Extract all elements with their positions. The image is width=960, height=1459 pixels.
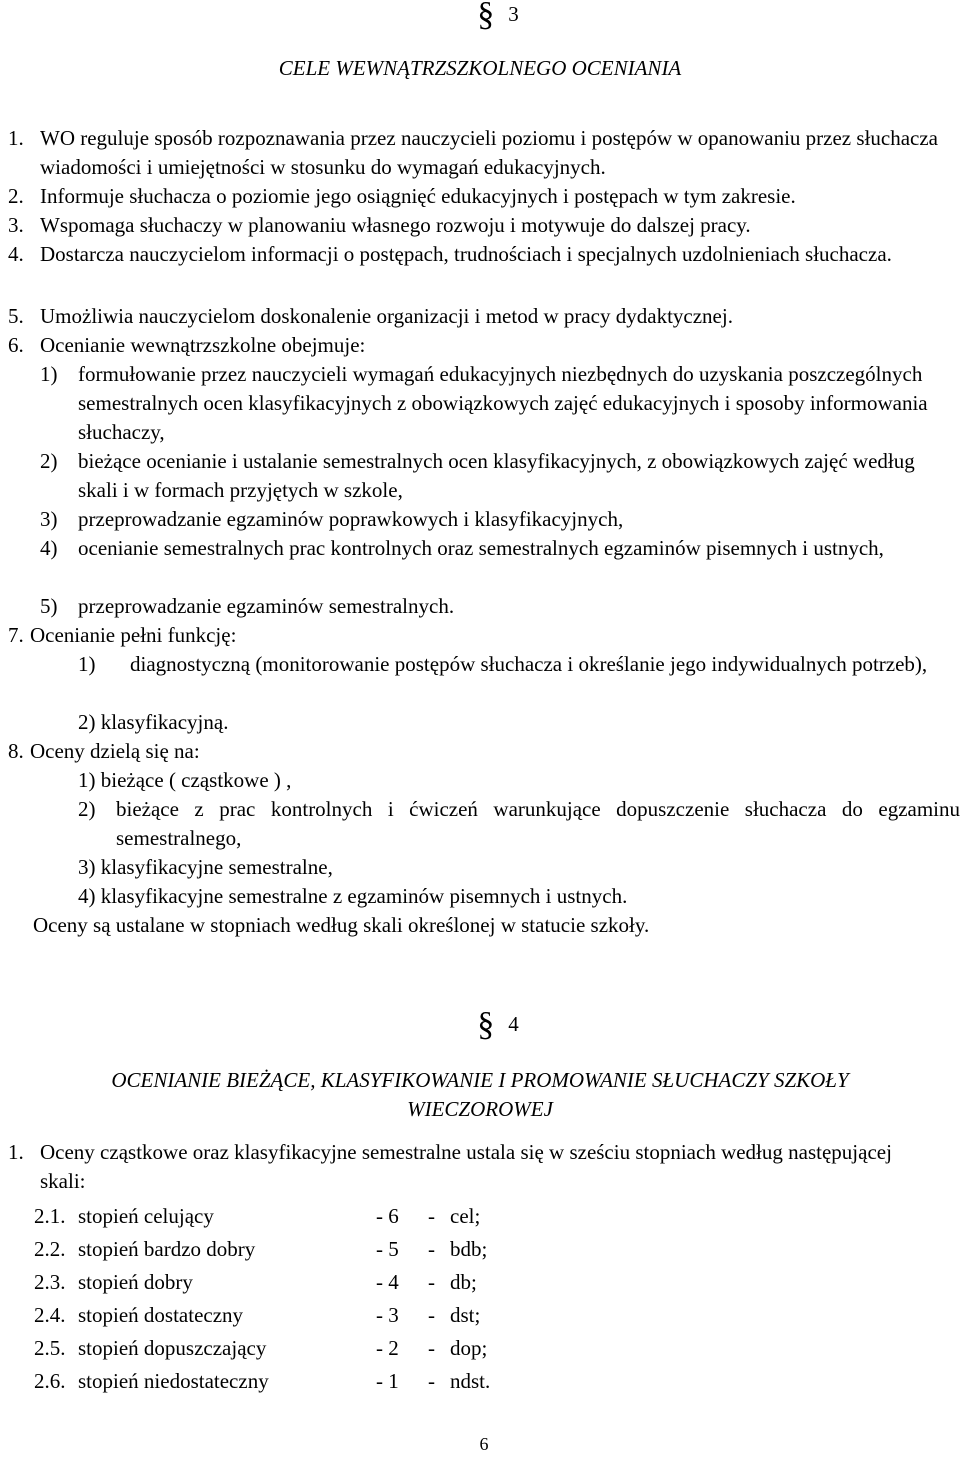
grade-abbr: bdb; [450, 1237, 488, 1261]
grade-dash: - [428, 1369, 435, 1393]
section-number: 3 [508, 2, 519, 26]
grade-code: 2.2. [34, 1237, 66, 1261]
closing-sentence: Oceny są ustalane w stopniach według skali określonej w statucie szkoły. [33, 913, 650, 937]
sub-item-text: klasyfikacyjną. [100, 710, 229, 734]
sub-item-text: bieżące ( cząstkowe ) , [100, 768, 292, 792]
grade-code: 2.1. [34, 1204, 66, 1228]
grade-abbr: dop; [450, 1336, 488, 1360]
grade-abbr: dst; [450, 1303, 481, 1327]
grade-abbr: db; [450, 1270, 477, 1294]
sub-item-text: klasyfikacyjne semestralne z egzaminów pisemnych i ustnych. [100, 884, 628, 908]
section-number: 4 [508, 1012, 519, 1036]
sub-item-text: przeprowadzanie egzaminów semestralnych. [78, 594, 455, 618]
item-number: 6. [8, 333, 24, 357]
grade-dash: - [428, 1303, 435, 1327]
item-text: Dostarcza nauczycielom informacji o postępach, trudnościach i specjalnych uzdolnieniach słuchacza. [40, 242, 892, 266]
sub-item-number: 4) [40, 536, 58, 560]
sub-item [78, 882, 958, 911]
section-sign: § [477, 1006, 495, 1043]
sub-item-text: formułowanie przez nauczycieli wymagań edukacyjnych niezbędnych do uzyskania poszczególnych semestralnych ocen klasyfikacyjnych z obowiązkowych zajęć edukacyjnych i sposoby informowania słuchaczy, [78, 362, 928, 444]
grade-name: stopień celujący [78, 1204, 214, 1228]
sub-item-number: 1) [78, 652, 96, 676]
sub-item-number: 3) [40, 507, 58, 531]
sub-item-text: ocenianie semestralnych prac kontrolnych oraz semestralnych egzaminów pisemnych i ustnych, [78, 536, 884, 560]
item-number: 4. [8, 242, 24, 266]
sub-item [40, 447, 958, 505]
grade-dash: - [428, 1237, 435, 1261]
item-text: Ocenianie pełni funkcję: [30, 623, 237, 647]
grade-value: - 6 [376, 1204, 399, 1228]
sub-item-text: bieżące z prac kontrolnych i ćwiczeń warunkujące dopuszczenie słuchacza do egzaminu semestralnego, [116, 797, 960, 850]
item-number: 1. [8, 126, 24, 150]
sub-item [40, 534, 958, 563]
sub-item-number: 5) [40, 594, 58, 618]
item-number: 1. [8, 1140, 24, 1164]
sub-item [78, 853, 958, 882]
sub-item-number: 2) [78, 710, 96, 734]
item-number: 8. [8, 739, 24, 763]
list-item [8, 1138, 938, 1196]
grade-value: - 4 [376, 1270, 399, 1294]
section-3-title: CELE WEWNĄTRZSZKOLNEGO OCENIANIA [278, 56, 682, 80]
grade-name: stopień dopuszczający [78, 1336, 267, 1360]
sub-item-text: klasyfikacyjne semestralne, [100, 855, 333, 879]
sub-item [78, 766, 958, 795]
sub-item-text: diagnostyczną (monitorowanie postępów słuchacza i określanie jego indywidualnych potrzeb), [130, 652, 928, 676]
grade-value: - 1 [376, 1369, 399, 1393]
item-number: 3. [8, 213, 24, 237]
list-item [8, 182, 958, 211]
item-text: WO reguluje sposób rozpoznawania przez nauczycieli poziomu i postępów w opanowaniu przez słuchacza wiadomości i umiejętności w stosunku do wymagań edukacyjnych. [40, 126, 938, 179]
grade-value: - 2 [376, 1336, 399, 1360]
section-sign: § [477, 0, 495, 33]
sub-item-number: 2) [78, 797, 96, 821]
list-item [8, 331, 958, 360]
grade-dash: - [428, 1336, 435, 1360]
sub-item-number: 2) [40, 449, 58, 473]
grade-code: 2.5. [34, 1336, 66, 1360]
grade-value: - 5 [376, 1237, 399, 1261]
list-item [8, 621, 958, 650]
sub-item-number: 1) [78, 768, 96, 792]
item-text: Informuje słuchacza o poziomie jego osiągnięć edukacyjnych i postępach w tym zakresie. [40, 184, 796, 208]
grade-name: stopień bardzo dobry [78, 1237, 256, 1261]
item-text: Umożliwia nauczycielom doskonalenie organizacji i metod w pracy dydaktycznej. [40, 304, 733, 328]
page-number: 6 [479, 1434, 489, 1454]
grade-name: stopień dobry [78, 1270, 193, 1294]
grade-abbr: ndst. [450, 1369, 491, 1393]
grade-abbr: cel; [450, 1204, 481, 1228]
sub-item-number: 4) [78, 884, 96, 908]
sub-item-number: 1) [40, 362, 58, 386]
grade-dash: - [428, 1204, 435, 1228]
list-item [8, 124, 958, 182]
section-4-title-line: OCENIANIE BIEŻĄCE, KLASYFIKOWANIE I PROMOWANIE SŁUCHACZY SZKOŁY [111, 1068, 849, 1092]
item-text: Oceny dzielą się na: [30, 739, 200, 763]
grade-dash: - [428, 1270, 435, 1294]
sub-item-text: przeprowadzanie egzaminów poprawkowych i klasyfikacyjnych, [78, 507, 624, 531]
sub-item [78, 650, 960, 679]
grade-code: 2.3. [34, 1270, 66, 1294]
list-item [8, 240, 958, 269]
grade-name: stopień dostateczny [78, 1303, 244, 1327]
section-3-heading [18, 0, 960, 33]
item-text: Wspomaga słuchaczy w planowaniu własnego rozwoju i motywuje do dalszej pracy. [40, 213, 751, 237]
section-4-title-line: WIECZOROWEJ [407, 1097, 553, 1121]
item-number: 5. [8, 304, 24, 328]
item-number: 2. [8, 184, 24, 208]
sub-item [78, 708, 958, 737]
item-number: 7. [8, 623, 24, 647]
sub-item-number: 3) [78, 855, 96, 879]
sub-item [40, 505, 958, 534]
sub-item [40, 592, 958, 621]
item-text: Ocenianie wewnątrzszkolne obejmuje: [40, 333, 366, 357]
section-4-title [0, 1066, 960, 1124]
grade-code: 2.6. [34, 1369, 66, 1393]
sub-item-text: bieżące ocenianie i ustalanie semestralnych ocen klasyfikacyjnych, z obowiązkowych zajęć według skali i w formach przyjętych w szkole, [78, 449, 915, 502]
section-4-heading [18, 1006, 960, 1043]
sub-item [40, 360, 958, 447]
grade-name: stopień niedostateczny [78, 1369, 269, 1393]
list-item [8, 302, 958, 331]
item-text: Oceny cząstkowe oraz klasyfikacyjne semestralne ustala się w sześciu stopniach według następującej skali: [40, 1140, 892, 1193]
sub-item [78, 795, 960, 853]
list-item [8, 737, 958, 766]
list-item [8, 211, 958, 240]
grade-value: - 3 [376, 1303, 399, 1327]
grade-code: 2.4. [34, 1303, 66, 1327]
